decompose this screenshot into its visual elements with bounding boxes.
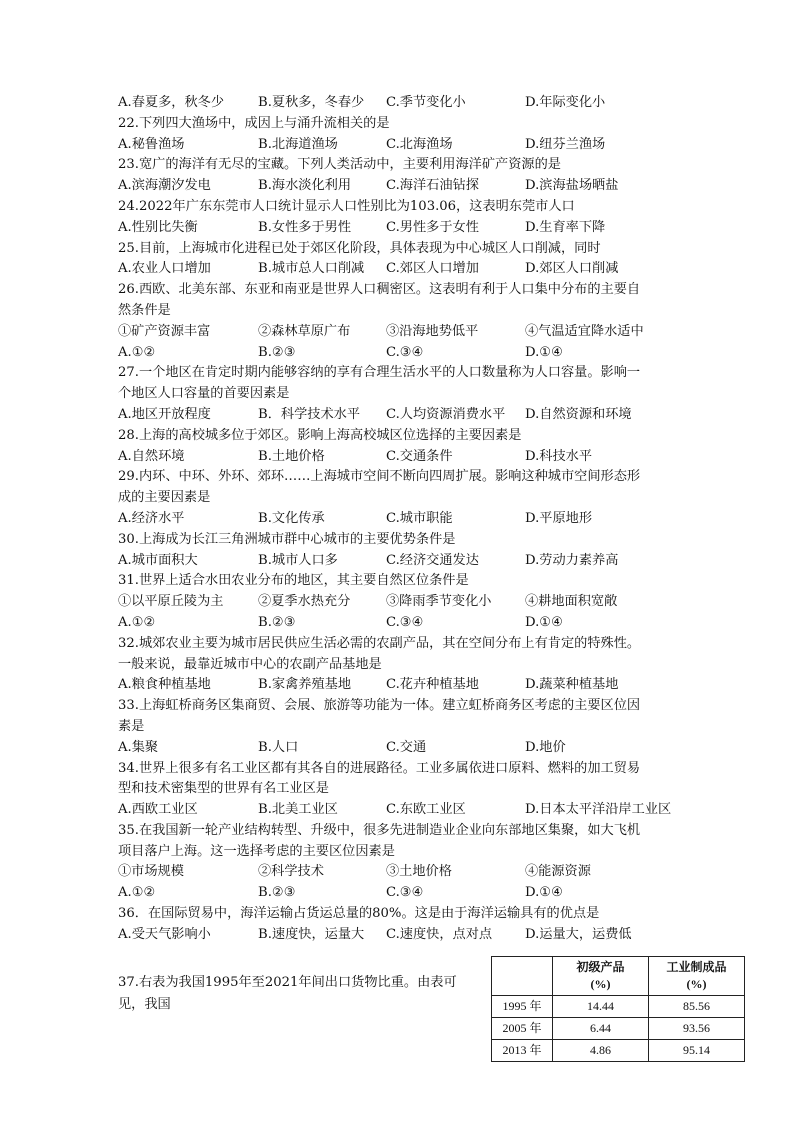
- question-stem: 型和技术密集型的世界有名工业区是: [118, 781, 329, 797]
- answer-option: D.郊区人口削减: [525, 261, 619, 277]
- question-block: [118, 696, 678, 758]
- q37-stem-line-2: 见，我国: [118, 997, 171, 1012]
- exam-page: [118, 93, 678, 946]
- answer-option: C.郊区人口增加: [386, 261, 479, 277]
- question-block: [118, 280, 678, 363]
- answer-option: D.劳动力素养高: [525, 552, 619, 568]
- answer-option: C.③④: [386, 614, 424, 630]
- answer-option: D.①④: [525, 614, 563, 630]
- answer-option: B.北海道渔场: [258, 136, 338, 152]
- question-stem: 34.世界上很多有名工业区都有其各自的进展路径。工业多属依进口原料、燃料的加工贸易: [118, 760, 641, 776]
- answer-option: D.①④: [525, 885, 563, 901]
- question-stem: 28.上海的高校城多位于郊区。影响上海高校城区位选择的主要因素是: [118, 427, 522, 443]
- answer-option: B.女性多于男性: [258, 219, 352, 235]
- option-a: A.春夏多，秋冬少: [118, 95, 225, 110]
- answer-option: C.花卉种植基地: [386, 677, 479, 693]
- question-stem: 素是: [118, 718, 145, 734]
- answer-option: A.①②: [118, 614, 156, 630]
- statement-item: ④气温适宜降水适中: [525, 323, 644, 339]
- option-row: [118, 343, 678, 364]
- header-primary-unit: (%): [590, 977, 611, 991]
- header-manufactured-unit: (%): [686, 977, 707, 991]
- answer-option: C.交通: [386, 739, 427, 755]
- row-manufactured: 85.56: [649, 996, 745, 1018]
- answer-option: D.日本太平洋沿岸工业区: [525, 802, 672, 818]
- answer-option: D.蔬菜种植基地: [525, 677, 619, 693]
- question-stem: 一般来说，最靠近城市中心的农副产品基地是: [118, 656, 382, 672]
- answer-option: A.集聚: [118, 739, 159, 755]
- answer-option: D.①④: [525, 344, 563, 360]
- q37-stem-line-1: 37.右表为我国1995年至2021年间出口货物比重。由表可: [118, 975, 457, 990]
- option-d: D.年际变化小: [525, 95, 606, 110]
- question-stem: 30.上海成为长江三角洲城市群中心城市的主要优势条件是: [118, 531, 456, 547]
- question-block: [118, 467, 678, 529]
- answer-option: A.①②: [118, 885, 156, 901]
- answer-option: A.秘鲁渔场: [118, 136, 185, 152]
- option-row: [118, 613, 678, 634]
- answer-option: B.②③: [258, 885, 296, 901]
- question-stem: 31.世界上适合水田农业分布的地区，其主要自然区位条件是: [118, 573, 469, 589]
- answer-option: D.平原地形: [525, 510, 593, 526]
- answer-option: D.纽芬兰渔场: [525, 136, 606, 152]
- statement-item: ③降雨季节变化小: [386, 594, 492, 610]
- answer-option: A.城市面积大: [118, 552, 198, 568]
- question-stem: 24.2022年广东东莞市人口统计显示人口性别比为103.06，这表明东莞市人口: [118, 198, 575, 214]
- option-row: [118, 405, 678, 426]
- question-stem: 25.目前，上海城市化进程已处于郊区化阶段，具体表现为中心城区人口削减，同时: [118, 240, 601, 256]
- option-c: C.季节变化小: [386, 95, 466, 110]
- row-year: 2013 年: [492, 1040, 553, 1062]
- question-stem: 27.一个地区在肯定时期内能够容纳的享有合理生活水平的人口数量称为人口容量。影响一: [118, 365, 641, 381]
- question-stem: 26.西欧、北美东部、东亚和南亚是世界人口稠密区。这表明有利于人口集中分布的主要自: [118, 282, 641, 298]
- question-stem: 项目落户上海。这一选择考虑的主要区位因素是: [118, 843, 395, 859]
- answer-option: A.滨海潮汐发电: [118, 178, 211, 194]
- option-row: [118, 218, 678, 239]
- header-manufactured-label: 工业制成品: [666, 960, 727, 974]
- header-manufactured: [649, 957, 745, 996]
- answer-option: C.交通条件: [386, 448, 453, 464]
- question-block: [118, 426, 678, 468]
- answer-option: C.③④: [386, 344, 424, 360]
- question-stem: 35.在我国新一轮产业结构转型、升级中，很多先进制造业企业向东部地区集聚，如大飞机: [118, 822, 641, 838]
- statement-list: [118, 862, 678, 883]
- question-stem: 32.城郊农业主要为城市居民供应生活必需的农副产品，其在空间分布上有肯定的特殊性。: [118, 635, 641, 651]
- option-row: [118, 883, 678, 904]
- row-year: 2005 年: [492, 1018, 553, 1040]
- answer-option: C.北海渔场: [386, 136, 453, 152]
- statement-list: [118, 592, 678, 613]
- answer-option: A.①②: [118, 344, 156, 360]
- option-row: [118, 738, 678, 759]
- option-row: [118, 135, 678, 156]
- answer-option: A.粮食种植基地: [118, 677, 211, 693]
- answer-option: B.②③: [258, 344, 296, 360]
- answer-option: B.城市人口多: [258, 552, 338, 568]
- question-stem: 29.内环、中环、外环、郊环……上海城市空间不断向四周扩展。影响这种城市空间形态形: [118, 469, 641, 485]
- question-stem: 23.宽广的海洋有无尽的宝藏。下列人类活动中，主要利用海洋矿产资源的是: [118, 157, 561, 173]
- statement-list: [118, 322, 678, 343]
- option-row: [118, 800, 678, 821]
- option-row: [118, 925, 678, 946]
- header-primary-label: 初级产品: [576, 960, 625, 974]
- answer-option: B.北美工业区: [258, 802, 338, 818]
- answer-option: B.②③: [258, 614, 296, 630]
- answer-option: C.城市职能: [386, 510, 453, 526]
- question-block: [118, 239, 678, 281]
- statement-item: ①以平原丘陵为主: [118, 594, 224, 610]
- question-stem: 22.下列四大渔场中，成因上与涌升流相关的是: [118, 115, 390, 131]
- option-b: B.夏秋多，冬春少: [258, 95, 365, 110]
- question-block: [118, 363, 678, 425]
- question-block: [118, 530, 678, 572]
- question-block: [118, 197, 678, 239]
- option-row: [118, 551, 678, 572]
- answer-option: D.运量大，运费低: [525, 926, 632, 942]
- row-manufactured: 93.56: [649, 1018, 745, 1040]
- answer-option: C.东欧工业区: [386, 802, 466, 818]
- header-empty: [492, 957, 553, 996]
- table-row: [492, 996, 745, 1018]
- question-block: [118, 634, 678, 696]
- statement-item: ②夏季水热充分: [258, 594, 351, 610]
- statement-item: ④能源资源: [525, 864, 591, 880]
- answer-option: D.自然资源和环境: [525, 406, 632, 422]
- question-stem: 成的主要因素是: [118, 490, 211, 506]
- answer-option: A.农业人口增加: [118, 261, 211, 277]
- statement-item: ③沿海地势低平: [386, 323, 479, 339]
- q21-options: [118, 93, 678, 114]
- question-37: [118, 972, 478, 1016]
- answer-option: A.经济水平: [118, 510, 185, 526]
- answer-option: B.城市总人口削减: [258, 261, 365, 277]
- question-stem: 个地区人口容量的首要因素是: [118, 386, 290, 402]
- question-block: [118, 571, 678, 633]
- answer-option: C.男性多于女性: [386, 219, 479, 235]
- question-stem: 33.上海虹桥商务区集商贸、会展、旅游等功能为一体。建立虹桥商务区考虑的主要区位因: [118, 698, 641, 714]
- question-stem: 然条件是: [118, 302, 171, 318]
- option-row: [118, 675, 678, 696]
- answer-option: D.地价: [525, 739, 566, 755]
- row-year: 1995 年: [492, 996, 553, 1018]
- question-stem: 36．在国际贸易中，海洋运输占货运总量的80%。这是由于海洋运输具有的优点是: [118, 906, 600, 922]
- export-ratio-table: [491, 956, 745, 1062]
- row-primary: 4.86: [553, 1040, 649, 1062]
- row-primary: 6.44: [553, 1018, 649, 1040]
- answer-option: A.地区开放程度: [118, 406, 211, 422]
- question-block: [118, 904, 678, 946]
- statement-item: ②科学技术: [258, 864, 324, 880]
- question-block: [118, 155, 678, 197]
- answer-option: C.速度快，点对点: [386, 926, 493, 942]
- answer-option: C.经济交通发达: [386, 552, 479, 568]
- statement-item: ②森林草原广布: [258, 323, 351, 339]
- answer-option: A.受天气影响小: [118, 926, 211, 942]
- question-block: [118, 114, 678, 156]
- statement-item: ①市场规模: [118, 864, 184, 880]
- answer-option: D.生育率下降: [525, 219, 606, 235]
- answer-option: A.自然环境: [118, 448, 185, 464]
- answer-option: C.人均资源消费水平: [386, 406, 506, 422]
- option-row: [118, 259, 678, 280]
- table-header-row: [492, 957, 745, 996]
- answer-option: C.海洋石油钻探: [386, 178, 479, 194]
- header-primary: [553, 957, 649, 996]
- table-row: [492, 1040, 745, 1062]
- statement-item: ③土地价格: [386, 864, 452, 880]
- question-block: [118, 821, 678, 904]
- answer-option: D.科技水平: [525, 448, 593, 464]
- answer-option: B.人口: [258, 739, 299, 755]
- option-row: [118, 509, 678, 530]
- answer-option: B.土地价格: [258, 448, 325, 464]
- answer-option: A.西欧工业区: [118, 802, 198, 818]
- option-row: [118, 447, 678, 468]
- option-row: [118, 176, 678, 197]
- answer-option: B.海水淡化利用: [258, 178, 352, 194]
- answer-option: B．科学技术水平: [258, 406, 361, 422]
- row-manufactured: 95.14: [649, 1040, 745, 1062]
- statement-item: ①矿产资源丰富: [118, 323, 211, 339]
- answer-option: B.文化传承: [258, 510, 325, 526]
- answer-option: A.性别比失衡: [118, 219, 198, 235]
- question-block: [118, 759, 678, 821]
- question-list: [118, 114, 678, 946]
- row-primary: 14.44: [553, 996, 649, 1018]
- answer-option: B.速度快，运量大: [258, 926, 365, 942]
- answer-option: D.滨海盐场晒盐: [525, 178, 619, 194]
- statement-item: ④耕地面积宽敞: [525, 594, 618, 610]
- answer-option: B.家禽养殖基地: [258, 677, 352, 693]
- answer-option: C.③④: [386, 885, 424, 901]
- table-row: [492, 1018, 745, 1040]
